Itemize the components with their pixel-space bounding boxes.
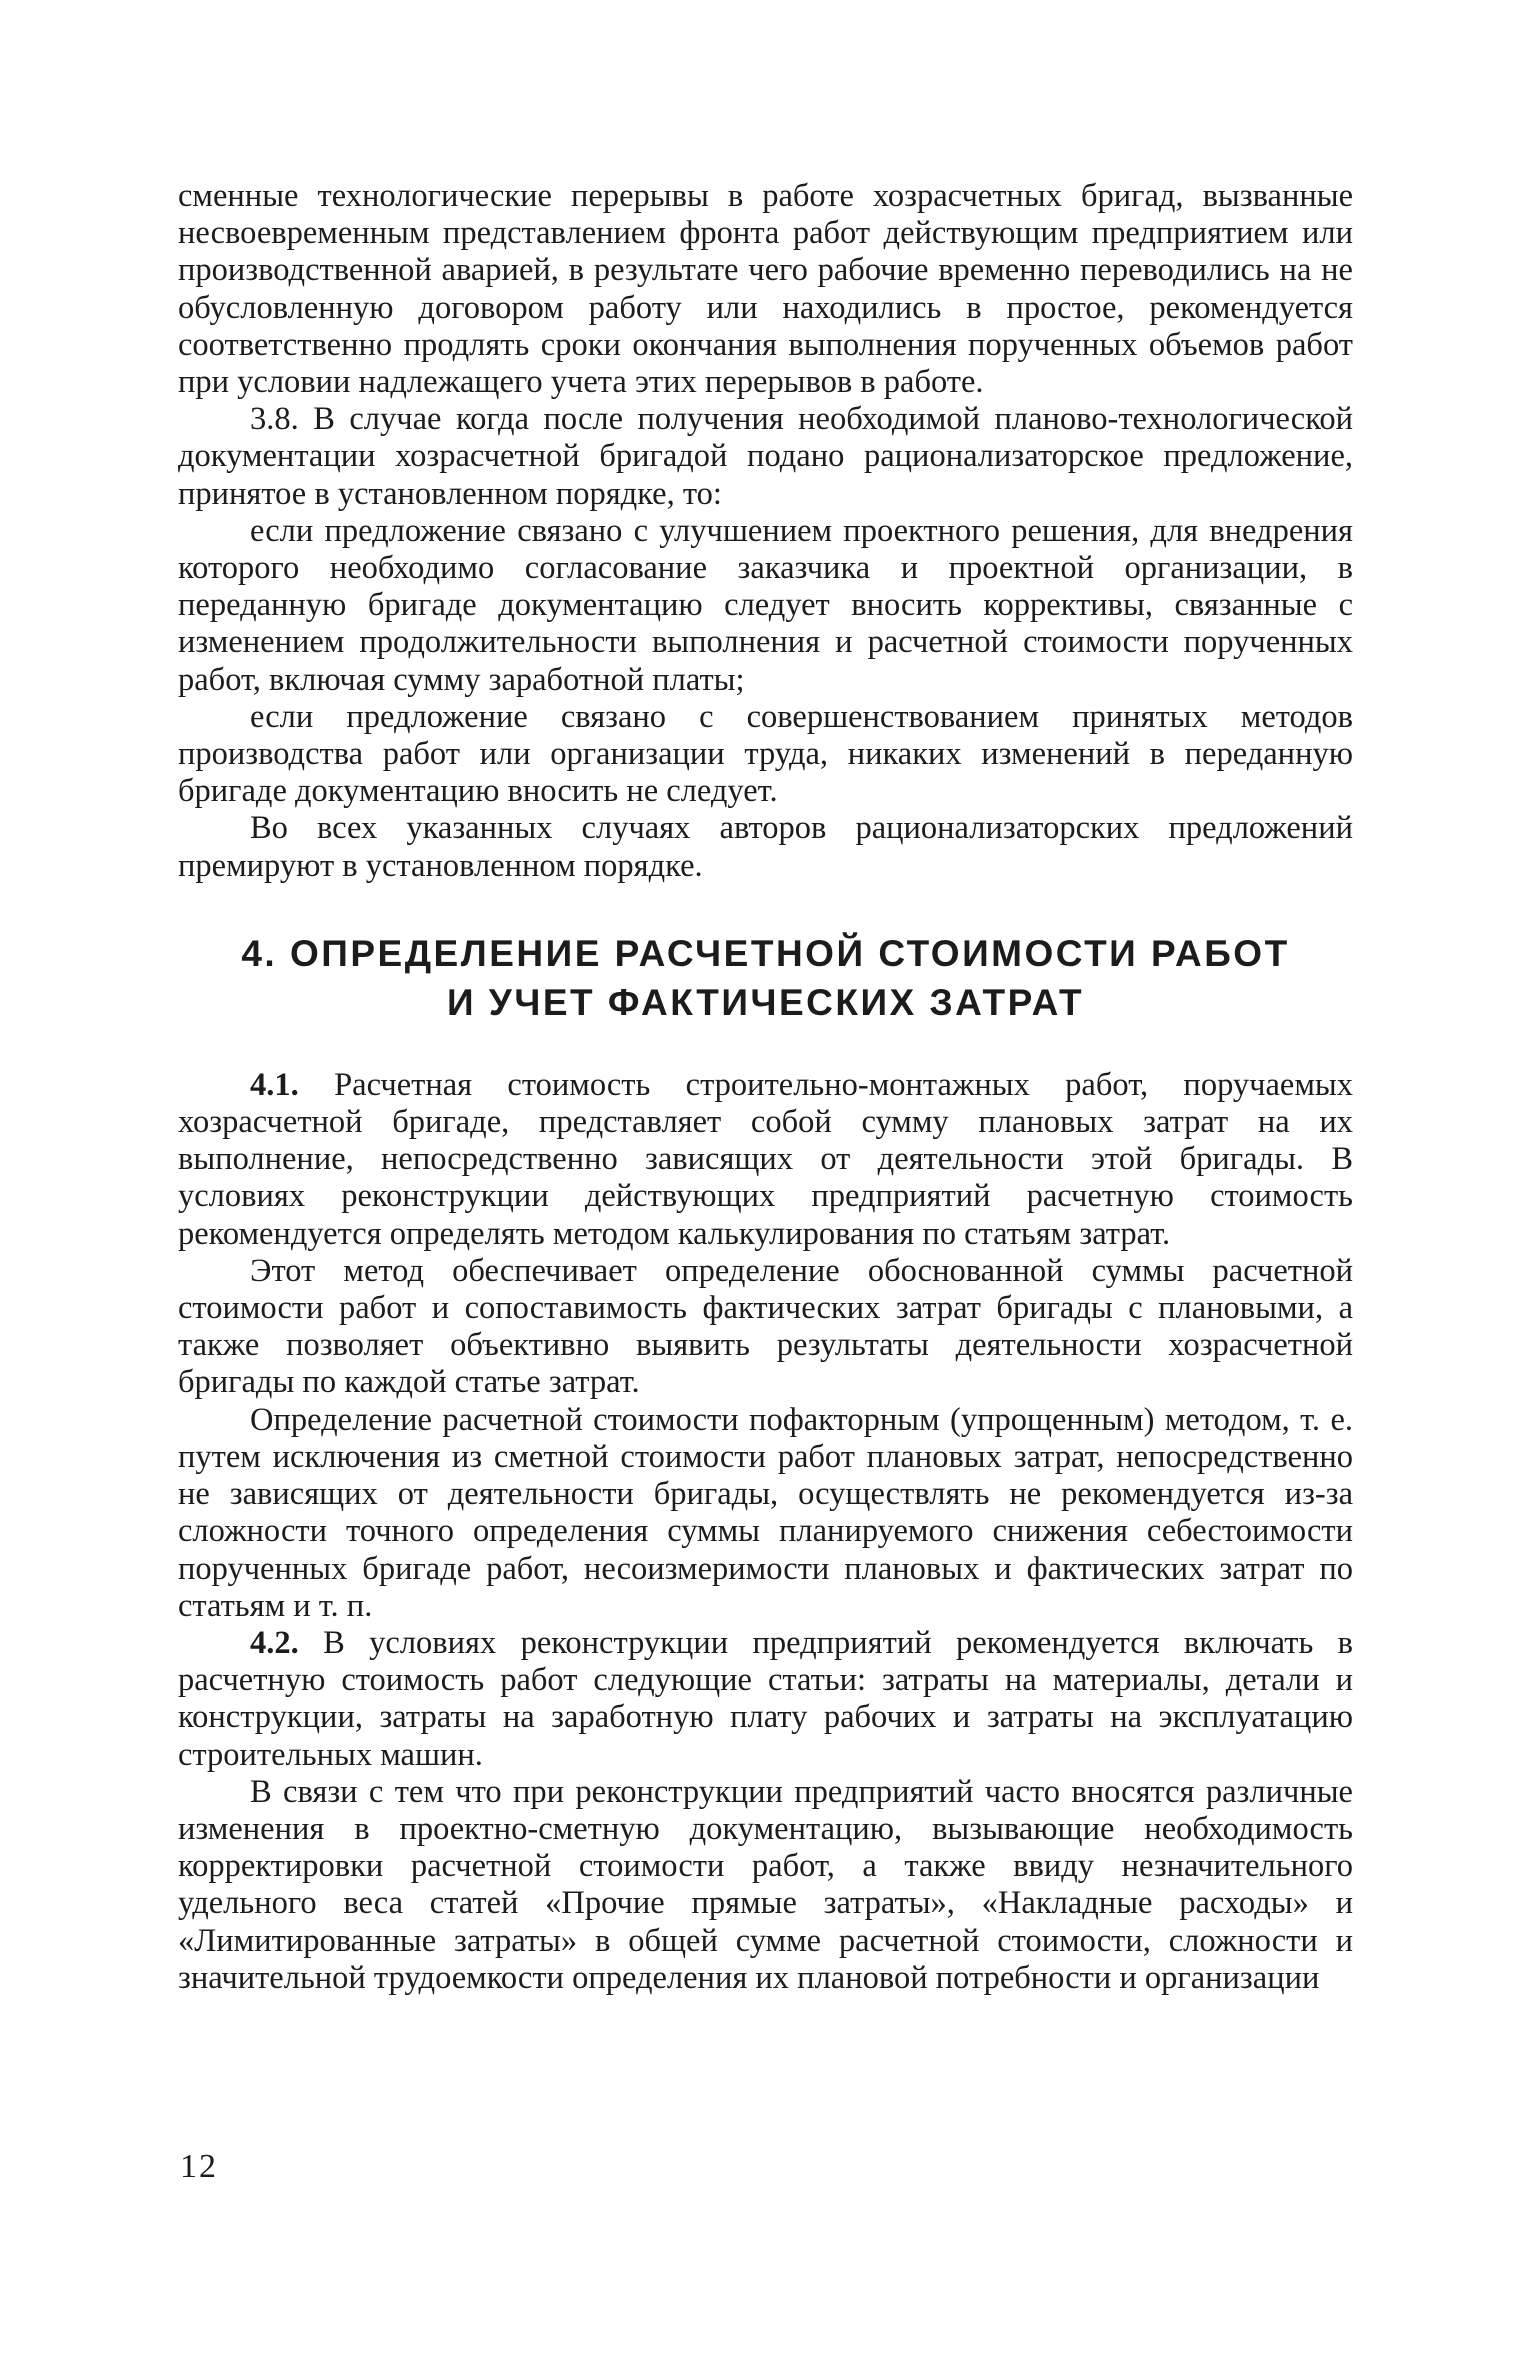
paragraph-text: если предложение связано с улучшением проектного решения, для внедрения которого необходимо согласование заказчика и проектной организации, в переданную бригаде документацию следует вносить коррективы, связанные с изменением продолжительности выполнения и расчетной стоимости порученных работ, включая сумму заработной платы; [178, 512, 1353, 698]
paragraph-3-8 [178, 401, 1353, 513]
paragraph-text: В связи с тем что при реконструкции предприятий часто вносятся различные изменения в проектно-сметную документацию, вызывающие необходимость корректировки расчетной стоимости работ, а также ввиду незначительного удельного веса статей «Прочие прямые затраты», «Накладные расходы» и «Лимитированные затраты» в общей сумме расчетной стоимости, сложности и значительной трудоемкости определения их плановой потребности и организации [178, 1773, 1353, 1996]
paragraph-text: сменные технологические перерывы в работе хозрасчетных бригад, вызванные несвоевременным представлением фронта работ действующим предприятием или производственной аварией, в результате чего рабочие временно переводились на не обусловленную договором работу или находились в простое, рекомендуется соответственно продлять сроки окончания выполнения порученных объемов работ при условии надлежащего учета этих перерывов в работе. [178, 178, 1353, 401]
paragraph-text: Во всех указанных случаях авторов рационализаторских предложений премируют в установленном порядке. [178, 810, 1353, 884]
clause-number: 4.1. [250, 1066, 299, 1103]
paragraph-text: Этот метод обеспечивает определение обоснованной суммы расчетной стоимости работ и сопоставимость фактических затрат бригады с плановыми, а также позволяет объективно выявить результаты деятельности хозрасчетной бригады по каждой статье затрат. [178, 1252, 1353, 1401]
page-body [178, 178, 1353, 1997]
paragraph [178, 810, 1353, 884]
paragraph-text: В условиях реконструкции предприятий рекомендуется включать в расчетную стоимость работ следующие статьи: затраты на материалы, детали и конструкции, затраты на заработную плату рабочих и затраты на эксплуатацию строительных машин. [178, 1624, 1353, 1773]
paragraph [178, 1402, 1353, 1625]
paragraph [178, 513, 1353, 699]
paragraph-4-1 [178, 1067, 1353, 1253]
section-heading-line-1: 4. ОПРЕДЕЛЕНИЕ РАСЧЕТНОЙ СТОИМОСТИ РАБОТ [241, 932, 1290, 974]
paragraph [178, 699, 1353, 811]
section-heading [178, 929, 1353, 1027]
section-heading-line-2: И УЧЕТ ФАКТИЧЕСКИХ ЗАТРАТ [446, 981, 1085, 1023]
paragraph-continued [178, 178, 1353, 401]
paragraph [178, 1774, 1353, 1997]
paragraph-text: если предложение связано с совершенствованием принятых методов производства работ или организации труда, никаких изменений в переданную бригаде документацию вносить не следует. [178, 698, 1353, 810]
clause-number: 3.8. [250, 401, 299, 438]
paragraph [178, 1253, 1353, 1402]
paragraph-4-2 [178, 1625, 1353, 1774]
paragraph-text: Определение расчетной стоимости пофакторным (упрощенным) методом, т. е. путем исключения из сметной стоимости работ плановых затрат, непосредственно не зависящих от деятельности бригады, осуществлять не рекомендуется из-за сложности точного определения суммы планируемого снижения себестоимости порученных бригаде работ, несоизмеримости плановых и фактических затрат по статьям и т. п. [178, 1401, 1353, 1624]
paragraph-text: Расчетная стоимость строительно-монтажных работ, поручаемых хозрасчетной бригаде, представляет собой сумму плановых затрат на их выполнение, непосредственно зависящих от деятельности этой бригады. В условиях реконструкции действующих предприятий расчетную стоимость рекомендуется определять методом калькулирования по статьям затрат. [178, 1066, 1353, 1252]
clause-number: 4.2. [250, 1624, 299, 1661]
page-number: 12 [180, 2148, 218, 2185]
paragraph-text: В случае когда после получения необходимой планово-технологической документации хозрасчетной бригадой подано рационализаторское предложение, принятое в установленном порядке, то: [178, 401, 1353, 512]
